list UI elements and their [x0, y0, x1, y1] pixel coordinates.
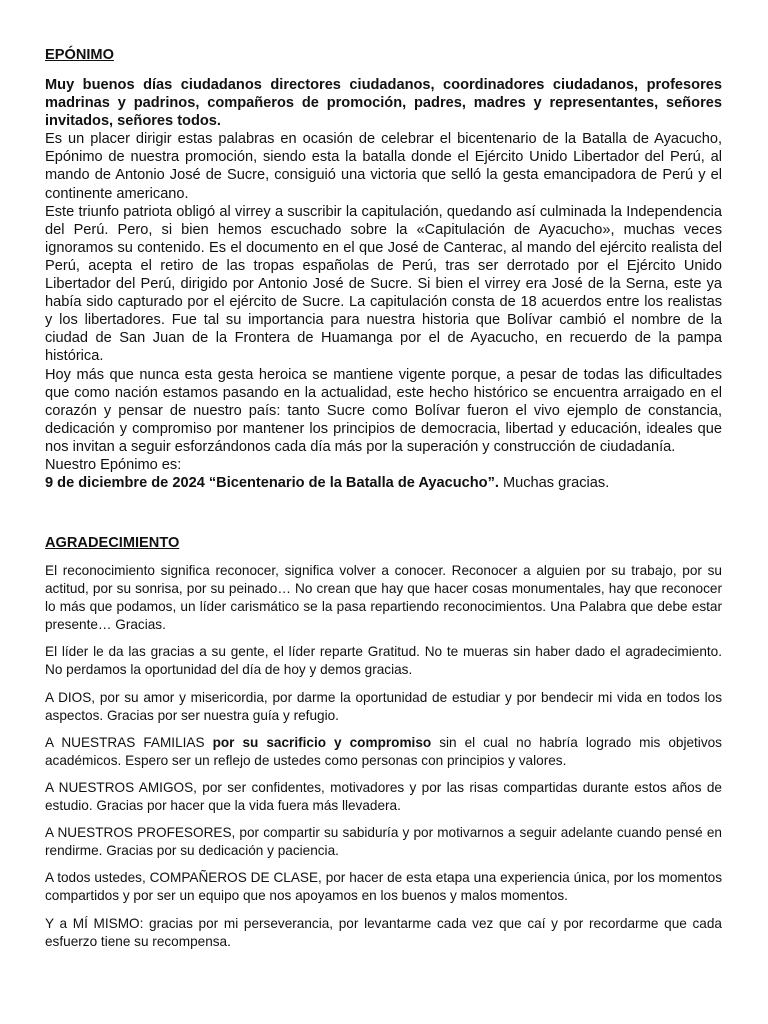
agradecimiento-paragraph-5: A NUESTROS AMIGOS, por ser confidentes, motivadores y por las risas compartidas durante estos años de estudio. Gracias por hacer que la vida fuera más llevadera. — [45, 779, 722, 814]
greeting-paragraph: Muy buenos días ciudadanos directores ciudadanos, coordinadores ciudadanos, profesores madrinas y padrinos, compañeros de promoción, padres, madres y representantes, señores invitados, señores todos. — [45, 77, 722, 130]
closing-bold-text: 9 de diciembre de 2024 “Bicentenario de la Batalla de Ayacucho”. — [45, 475, 499, 492]
eponimo-closing — [45, 474, 722, 492]
agradecimiento-paragraph-8: Y a MÍ MISMO: gracias por mi perseverancia, por levantarme cada vez que caí y por recordarme que cada esfuerzo tiene su recompensa. — [45, 915, 722, 949]
familias-bold: por su sacrificio y compromiso — [212, 734, 432, 750]
agradecimiento-paragraph-6: A NUESTROS PROFESORES, por compartir su sabiduría y por motivarnos a seguir adelante cuando pensé en rendirme. Gracias por su dedicación y paciencia. — [45, 825, 722, 859]
closing-thanks: Muchas gracias. — [498, 475, 610, 492]
agradecimiento-heading: AGRADECIMIENTO — [45, 535, 180, 551]
agradecimiento-section — [45, 562, 722, 960]
familias-end: sin el cual no habría logrado mis objetivos académicos. Espero ser un reflejo de ustedes como personas con principios y valores. — [45, 734, 722, 768]
eponimo-paragraph-3: Hoy más que nunca esta gesta heroica se mantiene vigente porque, a pesar de todas las dificultades que como nación estamos pasando en la actualidad, este hecho histórico se encuentra arraigado en el corazón y pensar de nuestro país: tanto Sucre como Bolívar fueron el vivo ejemplo de constancia, dedicación y compromiso por mantener los principios de democracia, libertad y educación, ideales que nos invitan a seguir esforzándonos cada día más por la superación y construcción de ciudadanía. — [45, 366, 722, 455]
agradecimiento-paragraph-2: El líder le da las gracias a su gente, el líder reparte Gratitud. No te mueras sin haber dado el agradecimiento. No perdamos la oportunidad del día de hoy y demos gracias. — [45, 644, 722, 678]
eponimo-paragraph-1: Es un placer dirigir estas palabras en ocasión de celebrar el bicentenario de la Batalla de Ayacucho, Epónimo de nuestra promoción, siendo esta la batalla donde el Ejército Unido Libertador del Perú, al mando de Antonio José de Sucre, consiguió una victoria que selló la gesta emancipadora de Perú y el continente americano. — [45, 131, 722, 202]
agradecimiento-paragraph-3: A DIOS, por su amor y misericordia, por darme la oportunidad de estudiar y por bendecir mi vida en todos los aspectos. Gracias por ser nuestra guía y refugio. — [45, 689, 722, 723]
eponimo-section — [45, 76, 722, 492]
eponimo-paragraph-2: Este triunfo patriota obligó al virrey a suscribir la capitulación, quedando así culminada la Independencia del Perú. Pero, si bien hemos escuchado sobre la «Capitulación de Ayacucho», muchas veces ignoramos su contenido. Es el documento en el que José de Canterac, al mando del ejército realista del Perú, acepta el retiro de las tropas españolas de Perú, tras ser derrotado por el Ejército Unido Libertador del Perú, dirigido por Antonio José de Sucre. Si bien el virrey era José de la Serna, este ya había sido capturado por el ejército de Sucre. La capitulación consta de 18 acuerdos entre los realistas y los libertadores. Fue tal su importancia para nuestra historia que Bolívar cambió el nombre de la ciudad de San Juan de la Frontera de Huamanga por el de Ayacucho, en recuerdo de la pampa histórica. — [45, 203, 722, 365]
agradecimiento-paragraph-1: El reconocimiento significa reconocer, significa volver a conocer. Reconocer a alguien por su trabajo, por su actitud, por su sonrisa, por su peinado… No crean que hay que hacer cosas monumentales, hay que reconocer lo más que podamos, un líder carismático se la pasa repartiendo reconocimientos. Una Palabra que debe estar presente… Gracias. — [45, 563, 722, 633]
agradecimiento-paragraph-4 — [45, 734, 722, 770]
eponimo-paragraph-4: Nuestro Epónimo es: — [45, 456, 182, 473]
familias-start: A NUESTRAS FAMILIAS — [45, 734, 213, 750]
agradecimiento-paragraph-7: A todos ustedes, COMPAÑEROS DE CLASE, por hacer de esta etapa una experiencia única, por los momentos compartidos y por ser un equipo que nos apoyamos en los buenos y malos momentos. — [45, 870, 722, 904]
eponimo-heading: EPÓNIMO — [45, 47, 114, 63]
